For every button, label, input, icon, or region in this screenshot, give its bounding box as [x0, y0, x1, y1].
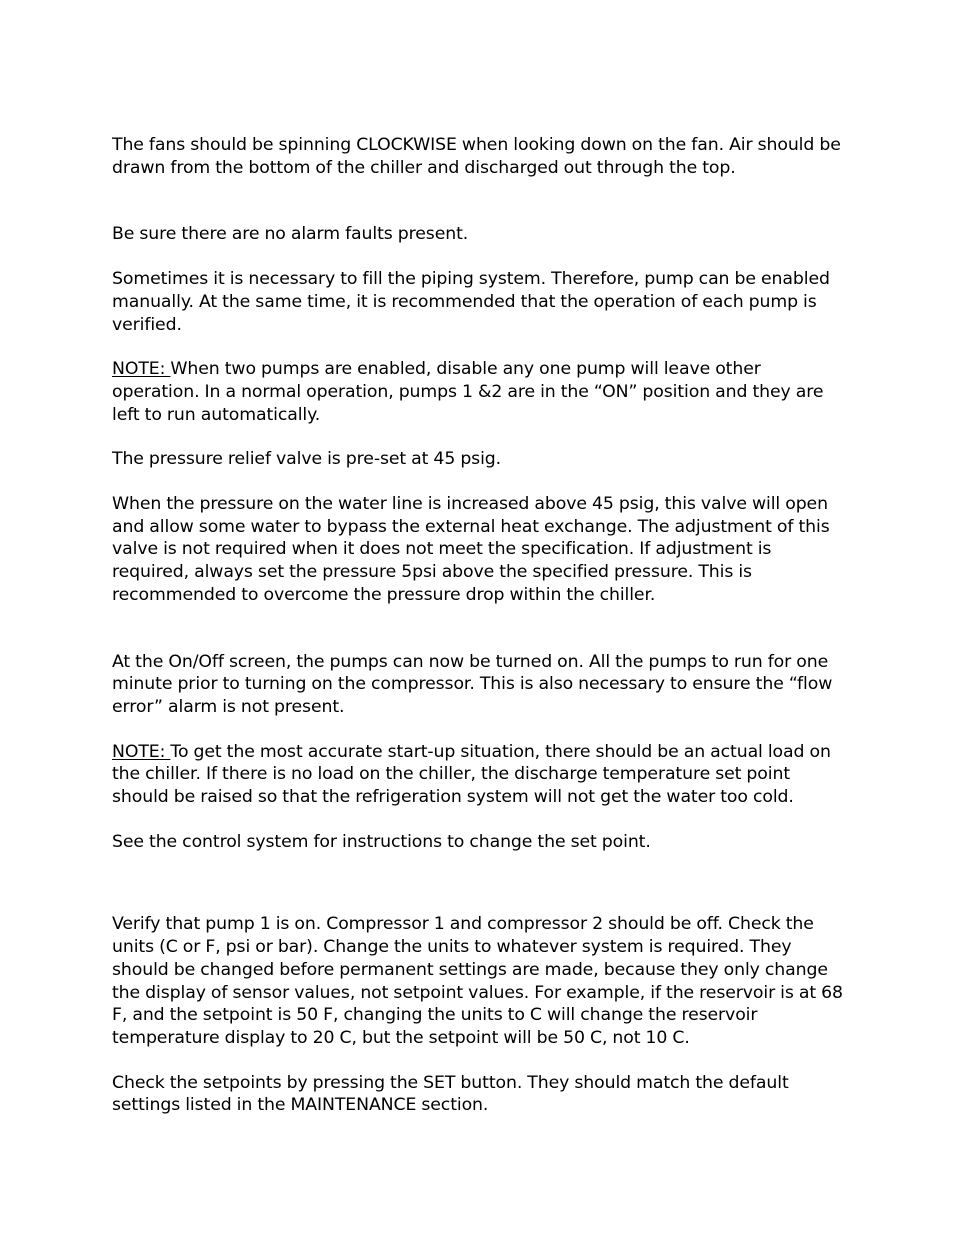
note-label: NOTE:	[112, 359, 171, 380]
paragraph-relief-valve: The pressure relief valve is pre-set at 45 psig.	[112, 449, 502, 470]
paragraph-load-note	[112, 741, 844, 809]
paragraph-check-setpoints: Check the setpoints by pressing the SET button. They should match the default settings listed in the MAINTENANCE section.	[112, 1072, 789, 1116]
document-page	[112, 134, 844, 1117]
paragraph-pressure-adjustment: When the pressure on the water line is increased above 45 psig, this valve will open and allow some water to bypass the external heat exchange. The adjustment of this valve is not required when it does not meet the specification. If adjustment is required, always set the pressure 5psi above the specified pressure. This is recommended to overcome the pressure drop within the chiller.	[112, 494, 830, 605]
note-label: NOTE:	[112, 741, 171, 762]
paragraph-pump-note	[112, 358, 844, 426]
paragraph-control-system: See the control system for instructions to change the set point.	[112, 831, 651, 852]
paragraph-verify-units: Verify that pump 1 is on. Compressor 1 and compressor 2 should be off. Check the units (C or F, psi or bar). Change the units to whatever system is required. They should be changed before permanent settings are made, because they only change the display of sensor values, not setpoint values. For example, if the reservoir is at 68 F, and the setpoint is 50 F, changing the units to C will change the reservoir temperature display to 20 C, but the setpoint will be 50 C, not 10 C.	[112, 914, 843, 1048]
note-text: To get the most accurate start-up situation, there should be an actual load on the chiller. If there is no load on the chiller, the discharge temperature set point should be raised so that the refrigeration system will not get the water too cold.	[112, 741, 831, 808]
paragraph-fill-piping: Sometimes it is necessary to fill the piping system. Therefore, pump can be enabled manually. At the same time, it is recommended that the operation of each pump is verified.	[112, 269, 830, 335]
paragraph-fan-direction: The fans should be spinning CLOCKWISE when looking down on the fan. Air should be drawn from the bottom of the chiller and discharged out through the top.	[112, 135, 841, 178]
note-text: When two pumps are enabled, disable any one pump will leave other operation. In a normal operation, pumps 1 &2 are in the “ON” position and they are left to run automatically.	[112, 359, 824, 425]
paragraph-alarm-faults: Be sure there are no alarm faults present.	[112, 224, 469, 245]
paragraph-onoff-screen: At the On/Off screen, the pumps can now be turned on. All the pumps to run for one minute prior to turning on the compressor. This is also necessary to ensure the “flow error” alarm is not present.	[112, 651, 833, 717]
